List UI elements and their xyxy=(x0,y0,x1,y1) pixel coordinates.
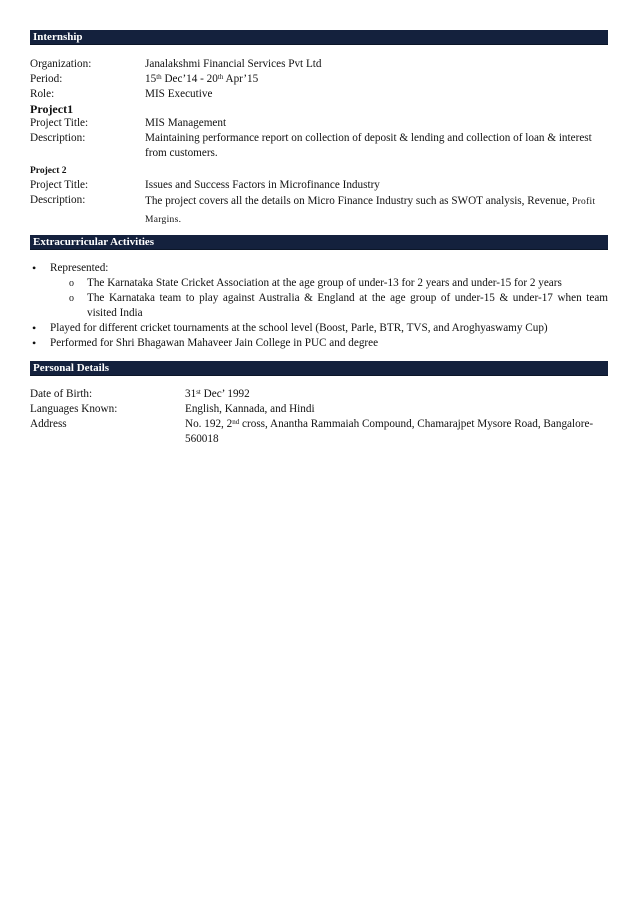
project1-title-row xyxy=(30,116,608,131)
period-end-ordinal: th xyxy=(217,73,224,81)
project2-title-row xyxy=(30,178,608,193)
resume-page xyxy=(30,30,608,447)
organization-row xyxy=(30,57,608,72)
project2-description-value xyxy=(145,193,608,229)
personal-details-section-header: Personal Details xyxy=(30,361,608,376)
project1-description-row xyxy=(30,131,608,161)
project2-heading: Project 2 xyxy=(30,166,67,176)
represented-label: Represented: xyxy=(50,262,109,274)
period-row xyxy=(30,72,608,87)
role-row xyxy=(30,87,608,102)
list-item xyxy=(30,261,608,276)
languages-value: English, Kannada, and Hindi xyxy=(185,403,315,415)
languages-row xyxy=(30,402,608,417)
extracurricular-list xyxy=(30,261,608,276)
period-label: Period: xyxy=(30,73,63,85)
list-item: o The Karnataka State Cricket Association at the age group of under-13 for 2 years and under-15 for 2 years xyxy=(30,276,608,291)
address-row xyxy=(30,417,608,447)
address-value xyxy=(185,417,608,447)
project2-title-value: Issues and Success Factors in Microfinance Industry xyxy=(145,179,380,191)
organization-value: Janalakshmi Financial Services Pvt Ltd xyxy=(145,58,322,70)
project1-title-value: MIS Management xyxy=(145,117,227,129)
dob-label: Date of Birth: xyxy=(30,388,93,400)
period-start-ordinal: th xyxy=(156,73,162,81)
project1-title-label: Project Title: xyxy=(30,117,89,129)
address-part1: No. 192, 2 xyxy=(185,418,233,430)
period-middle: Dec’14 - 20 xyxy=(161,73,218,85)
extracurricular-list-continued xyxy=(30,321,608,351)
dob-day: 31 xyxy=(185,388,197,400)
project2-description-row xyxy=(30,193,608,229)
dob-ordinal: st xyxy=(196,388,201,396)
dob-row xyxy=(30,387,608,402)
list-item: • Played for different cricket tournaments at the school level (Boost, Parle, BTR, TVS, and Aroghyaswamy Cup) xyxy=(30,321,608,336)
internship-section-header: Internship xyxy=(30,30,608,45)
project1-description-label: Description: xyxy=(30,132,86,144)
period-end: Apr’15 xyxy=(223,73,259,85)
project2-description-main: The project covers all the details on Micro Finance Industry such as SWOT analysis, Revenue, xyxy=(145,195,572,207)
address-label: Address xyxy=(30,418,67,430)
role-value: MIS Executive xyxy=(145,88,213,100)
dob-value xyxy=(185,387,608,402)
address-part2: cross, Anantha Rammaiah Compound, Chamarajpet Mysore Road, Bangalore- 560018 xyxy=(185,418,594,445)
project2-title-label: Project Title: xyxy=(30,179,89,191)
list-item: • Performed for Shri Bhagawan Mahaveer Jain College in PUC and degree xyxy=(30,336,608,351)
role-label: Role: xyxy=(30,88,55,100)
period-start-day: 15 xyxy=(145,73,157,85)
project2-description-label: Description: xyxy=(30,194,86,206)
organization-label: Organization: xyxy=(30,58,92,70)
languages-label: Languages Known: xyxy=(30,403,118,415)
address-ordinal: nd xyxy=(232,418,240,426)
period-value xyxy=(145,72,608,87)
project1-heading: Project1 xyxy=(30,102,74,116)
represented-sublist xyxy=(30,276,608,321)
extracurricular-section-header: Extracurricular Activities xyxy=(30,235,608,250)
project2-description-small: Profit Margins. xyxy=(145,197,596,225)
project1-description-value: Maintaining performance report on collection of deposit & lending and collection of loan & interest from customers. xyxy=(145,132,592,159)
list-item: o The Karnataka team to play against Australia & England at the age group of under-15 & under-17 when team visited India xyxy=(30,291,608,321)
dob-rest: Dec’ 1992 xyxy=(200,388,250,400)
